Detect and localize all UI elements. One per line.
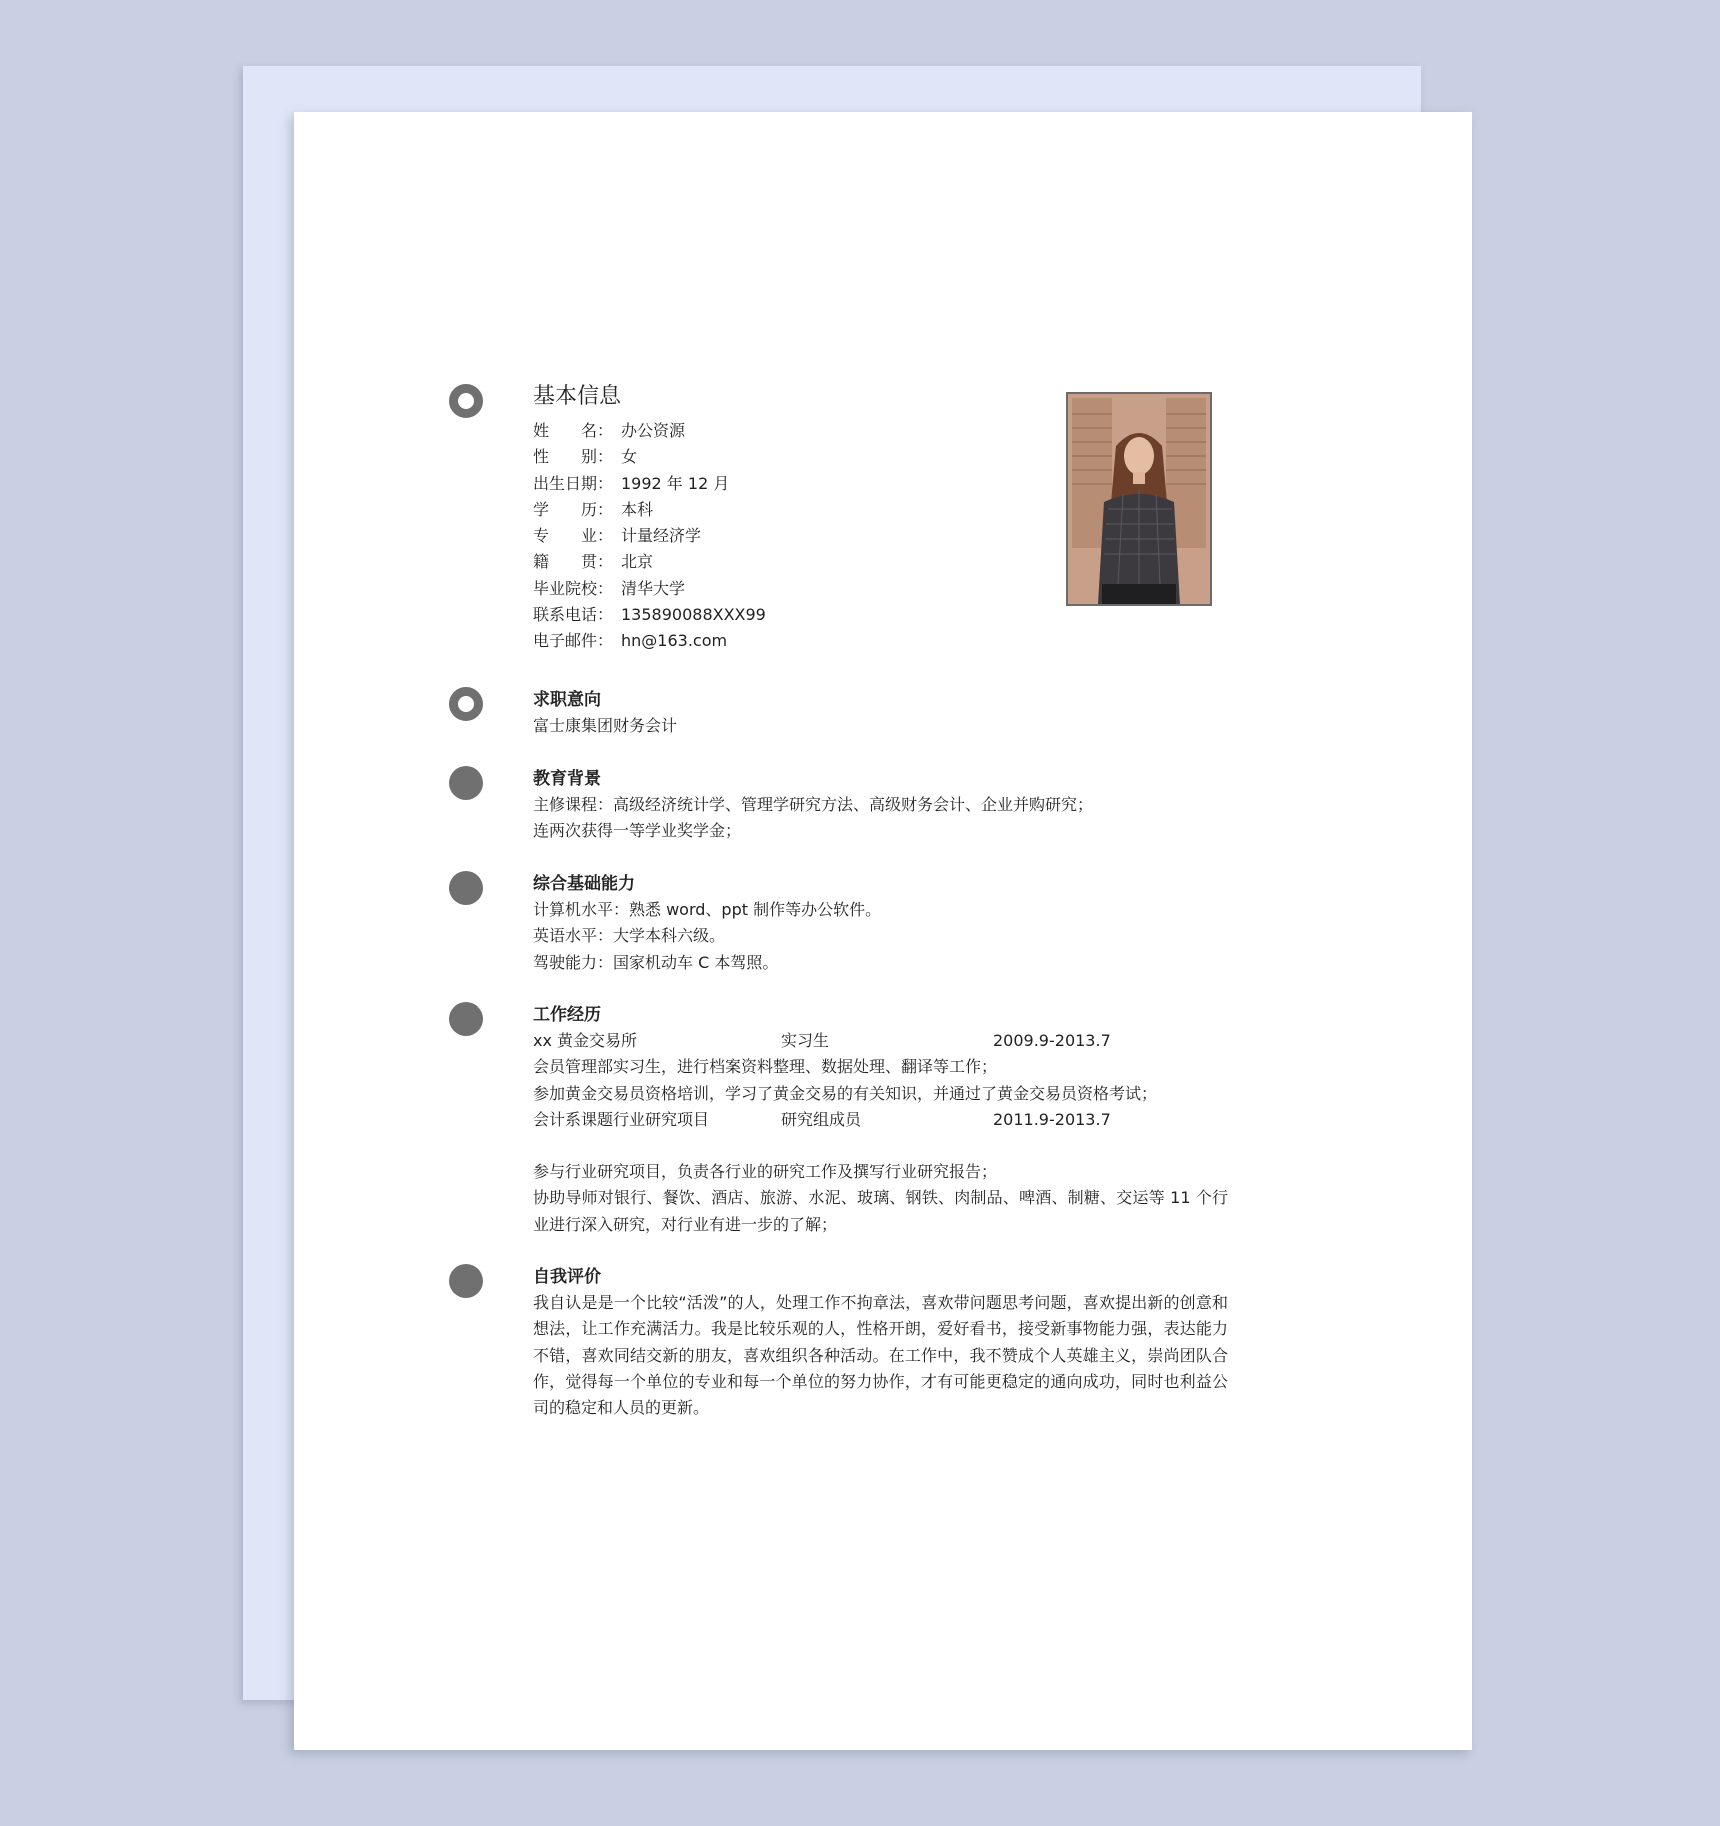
spacer [533,1133,1253,1159]
info-label: 性 别： [533,447,614,467]
job-period: 2011.9-2013.7 [993,1109,1111,1129]
info-value: 本科 [621,499,654,519]
info-row [533,628,1253,654]
section-title: 求职意向 [533,690,601,710]
ring-marker-icon [449,687,483,721]
info-label: 专 业： [533,526,614,546]
info-value: 女 [621,447,638,467]
info-value: 北京 [621,552,654,572]
section-title: 自我评价 [533,1267,601,1287]
info-value: 1992 年 12 月 [621,473,730,493]
education-line: 连两次获得一等学业奖学金； [533,821,742,841]
profile-photo [1066,392,1212,606]
education-line: 主修课程：高级经济统计学、管理学研究方法、高级财务会计、企业并购研究； [533,795,1094,814]
info-row [533,602,1253,628]
self-evaluation-text: 我自认是是一个比较“活泼”的人，处理工作不拘章法，喜欢带问题思考问题，喜欢提出新的创意和想法，让工作充满活力。我是比较乐观的人，性格开朗，爱好看书，接受新事物能力强，表达能力不错，喜欢同结交新的朋友，喜欢组织各种活动。在工作中，我不赞成个人英雄主义，崇尚团队合作，觉得每一个单位的专业和每一个单位的努力协作，才有可能更稳定的通向成功，同时也利益公司的稳定和人员的更新。 [533,1293,1228,1418]
info-value: 办公资源 [621,421,686,440]
section-self-evaluation [533,1264,1253,1421]
section-education [533,766,1253,845]
info-label: 学 历： [533,499,614,519]
dot-marker-icon [449,871,483,905]
section-skills [533,871,1253,976]
job-duty: 会员管理部实习生，进行档案资料整理、数据处理、翻译等工作； [533,1057,998,1077]
ring-marker-icon [449,384,483,418]
job-company: xx 黄金交易所 [533,1031,638,1050]
skill-line: 英语水平：大学本科六级。 [533,926,726,946]
section-title: 综合基础能力 [533,874,635,894]
job-duty: 参与行业研究项目，负责各行业的研究工作及撰写行业研究报告； [533,1162,998,1182]
section-objective [533,687,1253,739]
info-label: 出生日期： [533,473,614,493]
section-title: 工作经历 [533,1005,601,1025]
info-value: 135890088XXX99 [621,605,766,625]
dot-marker-icon [449,1264,483,1298]
info-label: 姓 名： [533,421,614,440]
objective-text: 富士康集团财务会计 [533,716,678,735]
section-title: 基本信息 [533,384,622,409]
job-role: 研究组成员 [781,1109,862,1129]
info-label: 联系电话： [533,605,614,625]
job-period: 2009.9-2013.7 [993,1031,1111,1050]
skill-line: 驾驶能力：国家机动车 C 本驾照。 [533,952,779,972]
dot-marker-icon [449,766,483,800]
info-value: 计量经济学 [621,526,702,546]
resume-page [294,112,1472,1750]
section-title: 教育背景 [533,769,601,789]
info-value: hn@163.com [621,631,728,651]
section-work [533,1002,1253,1238]
job-header [533,1028,1253,1054]
job-duty: 协助导师对银行、餐饮、酒店、旅游、水泥、玻璃、钢铁、肉制品、啤酒、制糖、交运等 11 个行业进行深入研究，对行业有进一步的了解； [533,1188,1228,1234]
portrait-image [1068,394,1210,604]
job-company: 会计系课题行业研究项目 [533,1109,710,1129]
info-label: 籍 贯： [533,552,614,572]
job-duty: 参加黄金交易员资格培训，学习了黄金交易的有关知识，并通过了黄金交易员资格考试； [533,1083,1158,1103]
job-header [533,1107,1253,1133]
info-label: 毕业院校： [533,578,614,598]
info-label: 电子邮件： [533,631,614,651]
skill-line: 计算机水平：熟悉 word、ppt 制作等办公软件。 [533,900,882,919]
info-value: 清华大学 [621,578,686,598]
dot-marker-icon [449,1002,483,1036]
job-role: 实习生 [781,1031,830,1050]
